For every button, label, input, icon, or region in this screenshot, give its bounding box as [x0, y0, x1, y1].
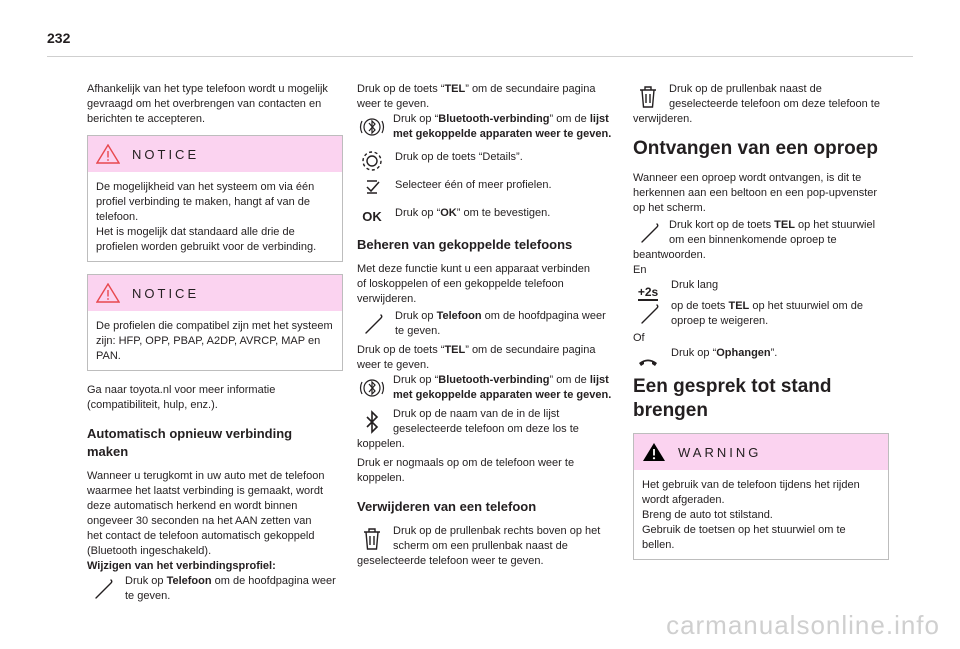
body-paragraph: Druk er nogmaals op om de telefoon weer te koppelen.	[357, 457, 575, 484]
instruction-line: Druk op de toets “TEL” om de secundaire pagina weer te geven.	[357, 344, 596, 371]
top-divider	[47, 56, 913, 57]
hang-up-icon	[633, 346, 663, 376]
ok-icon: OK	[362, 209, 382, 224]
notice-box: NOTICE De profielen die compatibel zijn met het systeem zijn: HFP, OPP, PBAP, A2DP, AVRCP, MAP en PAN.	[87, 274, 343, 371]
section-heading: Een gesprek tot stand brengen	[633, 376, 832, 421]
step-item: Druk op Telefoon om de hoofdpagina weer te geven.	[87, 574, 343, 604]
step-item: OK Druk op “OK” om te bevestigen.	[357, 202, 613, 224]
step-item: +2s Druk lang	[637, 279, 719, 299]
body-paragraph: Wanneer een oproep wordt ontvangen, is dit te herkennen aan een beltoon en een pop-upvenster op het scherm.	[633, 172, 878, 214]
notice-box: NOTICE De mogelijkheid van het systeem om via één profiel verbinding te maken, hangt af van de telefoon. Het is mogelijk dat standaard alle drie de profielen worden gebruikt voor de verbinding.	[87, 135, 343, 262]
phone-tap-icon	[87, 574, 117, 604]
steering-tel-icon	[633, 299, 663, 329]
trash-icon	[633, 82, 663, 112]
step-item: Druk op de naam van de in de lijst geselecteerde telefoon om deze los te koppelen.	[357, 408, 579, 450]
warning-triangle-icon	[642, 442, 666, 462]
notice-triangle-icon	[96, 283, 120, 303]
section-heading: Beheren van gekoppelde telefoons	[357, 237, 573, 252]
profile-select-icon	[357, 172, 387, 202]
steering-tel-icon	[633, 218, 663, 248]
notice-triangle-icon	[96, 144, 120, 164]
step-item: Druk op de toets “Details”.	[357, 146, 613, 168]
section-heading: Verwijderen van een telefoon	[357, 499, 537, 514]
notice-label: NOTICE	[132, 285, 200, 301]
hold-2s-icon: +2s	[637, 285, 659, 299]
sub-heading: Wijzigen van het verbindingsprofiel:	[87, 560, 276, 572]
step-item: Selecteer één of meer profielen.	[357, 172, 613, 198]
step-item: op de toets TEL op het stuurwiel om de oproep te weigeren.	[633, 299, 889, 329]
trash-icon	[357, 524, 387, 554]
bluetooth-connection-icon	[357, 112, 387, 142]
notice-label: NOTICE	[132, 146, 200, 162]
warning-label: WARNING	[678, 444, 762, 460]
step-item: Druk op Telefoon om de hoofdpagina weer te geven.	[357, 309, 613, 339]
phone-tap-icon	[357, 309, 387, 339]
column-2	[357, 82, 613, 573]
step-item: Druk kort op de toets TEL op het stuurwiel om een binnenkomende oproep te beantwoorden.	[633, 219, 876, 261]
column-3	[633, 82, 889, 572]
section-heading: Automatisch opnieuw verbinding maken	[87, 426, 293, 459]
step-item: Druk op “Bluetooth-verbinding” om de lijst met gekoppelde apparaten weer te geven.	[357, 112, 613, 142]
step-item: Druk op “Ophangen”.	[633, 346, 889, 361]
step-item: Druk op de prullenbak naast de geselecteerde telefoon om deze telefoon te verwijderen.	[633, 83, 880, 125]
body-paragraph: Met deze functie kunt u een apparaat verbinden of loskoppelen of een gekoppelde telefoon verwijderen.	[357, 263, 590, 305]
step-item: Druk op “Bluetooth-verbinding” om de lijst met gekoppelde apparaten weer te geven.	[357, 373, 613, 403]
or-text: Of	[633, 332, 645, 344]
info-paragraph: Ga naar toyota.nl voor meer informatie (compatibiliteit, hulp, enz.).	[87, 384, 276, 411]
page-number: 232	[47, 30, 71, 46]
warning-box: WARNING Het gebruik van de telefoon tijdens het rijden wordt afgeraden. Breng de auto tot stilstand. Gebruik de toetsen op het stuurwiel om te bellen.	[633, 433, 889, 560]
body-paragraph: Wanneer u terugkomt in uw auto met de telefoon waarmee het laatst verbinding is gemaakt, wordt deze automatisch herkend en wordt binnen ongeveer 30 seconden na het AAN zetten van het contact de telefoon automatisch gekoppeld (Bluetooth ingeschakeld).	[87, 470, 325, 557]
intro-paragraph: Afhankelijk van het type telefoon wordt u mogelijk gevraagd om het overbrengen van contacten en berichten te accepteren.	[87, 83, 328, 125]
instruction-line: Druk op de toets “TEL” om de secundaire pagina weer te geven.	[357, 83, 596, 110]
step-item: Druk op de prullenbak rechts boven op het scherm om een prullenbak naast de geselecteerde telefoon weer te geven.	[357, 525, 601, 567]
section-heading: Ontvangen van een oproep	[633, 138, 878, 159]
or-text: En	[633, 264, 647, 276]
watermark: carmanualsonline.info	[666, 610, 940, 640]
bluetooth-connection-icon	[357, 373, 387, 403]
bluetooth-icon	[357, 407, 387, 437]
column-1	[87, 82, 343, 608]
